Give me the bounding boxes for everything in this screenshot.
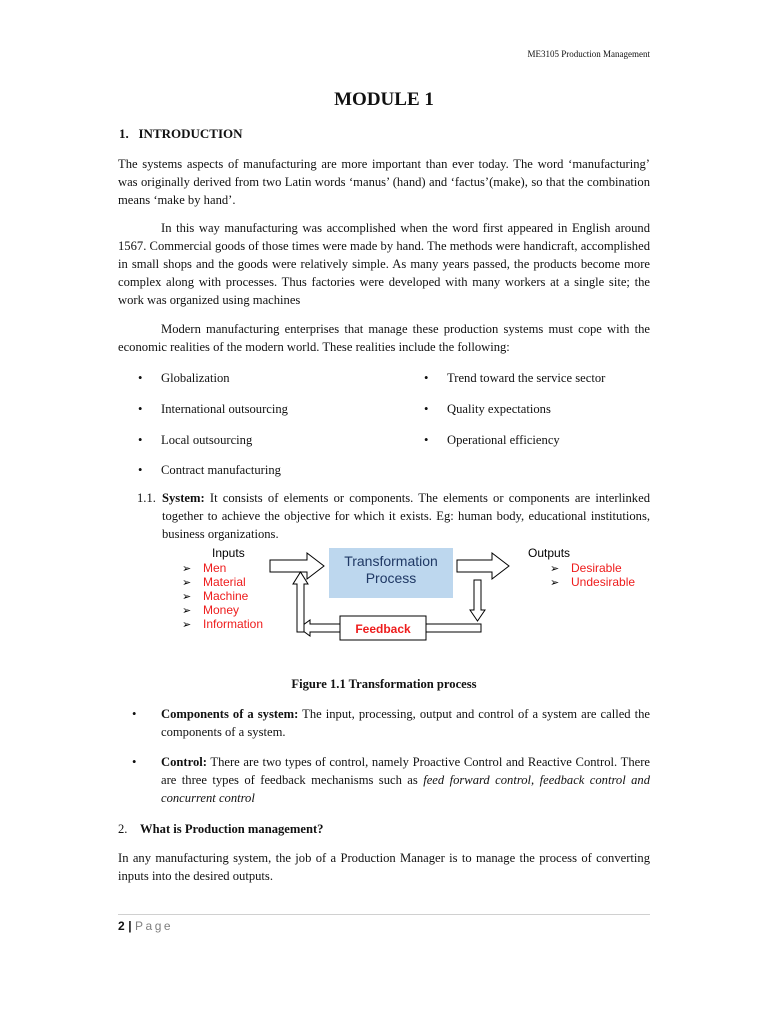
arrow-bullet-icon: ➢: [182, 619, 192, 631]
footer-separator: |: [128, 919, 133, 933]
section-2-title: What is Production management?: [140, 822, 324, 836]
page-footer: [118, 917, 173, 935]
bullet-icon: •: [138, 402, 143, 416]
output-item: Undesirable: [571, 575, 636, 589]
bullet-text: The input, processing, output and control of a system are called the components of a system.: [161, 707, 651, 739]
output-arrow: [457, 553, 509, 579]
down-arrow: [470, 580, 485, 621]
subsection-number: 1.1.: [137, 491, 156, 505]
arrow-bullet-icon: ➢: [182, 563, 192, 575]
input-item: Men: [203, 561, 227, 575]
page-word: Page: [135, 919, 174, 933]
intro-paragraph-2: In this way manufacturing was accomplished when the word first appeared in English around 1567. Commercial goods of those times were made by hand. The methods were handicraft, accomplished in small shops and the goods were relatively simple. As many years passed, the products become more complex along with processes. Thus factories were developed with many workers at a single site; the work was organized using machines: [118, 221, 650, 307]
arrow-bullet-icon: ➢: [550, 577, 560, 589]
arrow-bullet-icon: ➢: [182, 591, 192, 603]
bullet-term: Control:: [161, 755, 207, 769]
figure-caption: Figure 1.1 Transformation process: [291, 677, 477, 691]
bullet-icon: •: [138, 433, 143, 447]
bullet-icon: •: [138, 463, 143, 477]
process-label-line1: Transformation: [344, 553, 438, 569]
bullet-term: Components of a system:: [161, 707, 299, 721]
bullet-text: There are two types of control, namely Proactive Control and Reactive Control. There are three types of feedback mechanisms such as: [161, 755, 650, 787]
input-item: Money: [203, 603, 240, 617]
bullet-icon: •: [424, 371, 429, 385]
feedback-right-connector: [426, 624, 481, 632]
output-item: Desirable: [571, 561, 622, 575]
inputs-label: Inputs: [212, 546, 245, 560]
outputs-label: Outputs: [528, 546, 571, 560]
intro-paragraph-1: The systems aspects of manufacturing are more important than ever today. The word ‘manufacturing’ was originally derived from two Latin words ‘manus’ (hand) and ‘factus’(make), so that the combination means ‘make by hand’.: [118, 157, 650, 207]
bullet-icon: •: [424, 402, 429, 416]
input-item: Information: [203, 617, 264, 631]
arrow-bullet-icon: ➢: [182, 605, 192, 617]
bullet-icon: •: [132, 707, 137, 721]
bullet-icon: •: [424, 433, 429, 447]
input-item: Material: [203, 575, 246, 589]
section-1-number: 1.: [119, 126, 129, 141]
input-item: Machine: [203, 589, 249, 603]
list-item: [118, 705, 650, 741]
feedback-left-arrow: [299, 620, 340, 636]
list-item: [118, 753, 650, 807]
system-term: System:: [162, 491, 205, 505]
section-2-paragraph: In any manufacturing system, the job of a Production Manager is to manage the process of converting inputs into the desired outputs.: [118, 851, 650, 883]
system-text: It consists of elements or components. The elements or components are interlinked together to achieve the objective for which it exists. Eg: human body, educational institutions, business organizations.: [162, 491, 650, 541]
section-2-heading: [118, 820, 323, 838]
input-arrow: [270, 553, 324, 579]
section-2-number: 2.: [118, 822, 128, 836]
arrow-bullet-icon: ➢: [182, 577, 192, 589]
footer-divider: [118, 914, 650, 915]
page-number: 2: [118, 919, 126, 933]
section-1-title: INTRODUCTION: [138, 126, 243, 141]
inputs-list: [182, 561, 263, 631]
module-title: MODULE 1: [334, 89, 434, 110]
arrow-bullet-icon: ➢: [550, 563, 560, 575]
course-header: ME3105 Production Management: [527, 49, 650, 59]
bullet-icon: •: [132, 755, 137, 769]
intro-paragraph-3: Modern manufacturing enterprises that manage these production systems must cope with the economic realities of the modern world. These realities include the following:: [118, 322, 650, 354]
process-label-line2: Process: [365, 570, 417, 586]
feedback-label: Feedback: [355, 622, 411, 636]
bullet-icon: •: [138, 371, 143, 385]
bullet-italic-text: feed forward control, feedback control and concurrent control: [161, 773, 650, 805]
